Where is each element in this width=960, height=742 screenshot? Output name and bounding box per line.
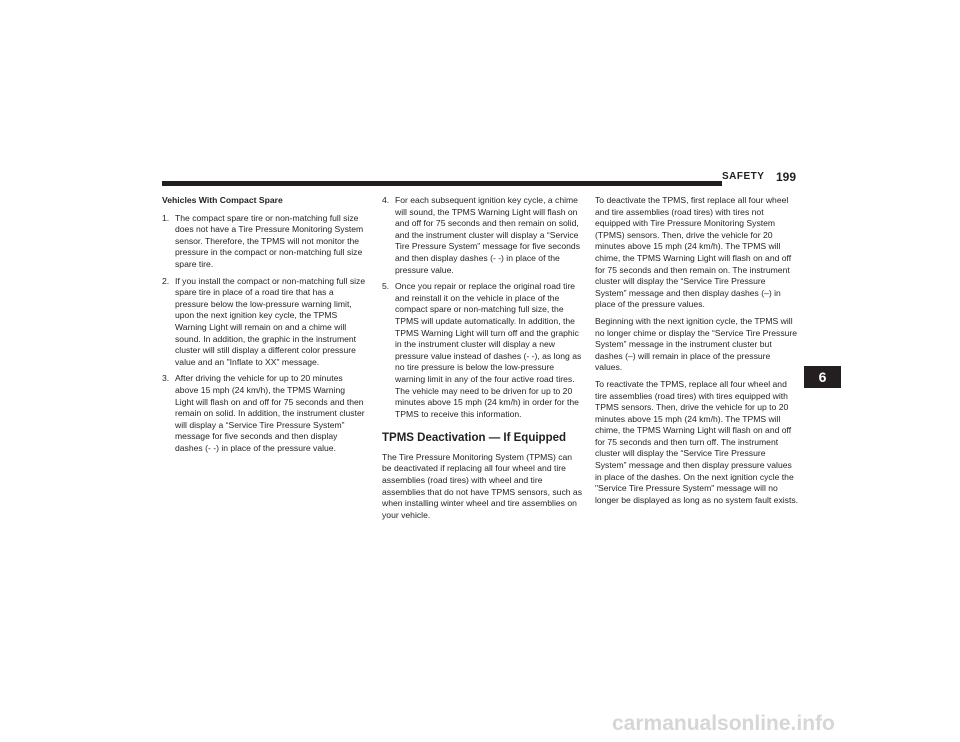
subheading: Vehicles With Compact Spare [162,195,283,205]
item-number: 3. [162,373,170,384]
item-number: 4. [382,195,390,205]
numbered-list [162,213,366,455]
item-number: 5. [382,281,390,292]
column-right [595,195,799,511]
paragraph: Beginning with the next ignition cycle, the TPMS will no longer chime or display the “Service Tire Pressure System” message in the instrument cluster but dashes (–) will remain in place of the pressure values. [595,315,798,373]
chapter-tab: 6 [804,366,841,388]
item-number: 2. [162,275,170,286]
column-middle [382,195,582,526]
list-item [162,373,366,454]
item-number: 1. [162,212,170,223]
item-text: If you install the compact or non-matching full size spare tire in place of a road tire that has a pressure below the low-pressure warning limit, upon the next ignition key cycle, the TPMS Warning Light will remain on and a chime will sound. In addition, the graphic in the instrument cluster will still display a different color pressure value and an "Inflate to XX" message. [175,275,366,367]
paragraph: The Tire Pressure Monitoring System (TPMS) can be deactivated if replacing all four wheel and tire assemblies (road tires) with wheel and tire assemblies that do not have TPMS sensors, such as when installing winter wheel and tire assemblies on your vehicle. [382,451,582,520]
section-heading: TPMS Deactivation — If Equipped [382,432,567,445]
item-text: For each subsequent ignition key cycle, a chime will sound, the TPMS Warning Light will flash on and off for 75 seconds and then remain on solid, and the instrument cluster will display a “Service Tire Pressure System” message for five seconds and then display dashes (- -) in place of the pressure value. [395,195,580,275]
header-rule [162,181,722,186]
list-item [382,195,582,276]
watermark-text: carmanualsonline.info [612,712,835,735]
item-text: Once you repair or replace the original road tire and reinstall it on the vehicle in place of the compact spare or non-matching full size, the TPMS will update automatically. In addition, the TPMS Warning Light will turn off and the graphic in the instrument cluster will display a new pressure value instead of dashes (- -), as long as no tire pressure is below the low-pressure warning limit in any of the four active road tires. The vehicle may need to be driven for up to 20 minutes above 15 mph (24 km/h) in order for the TPMS to receive this information. [395,281,582,419]
column-left [162,195,366,459]
section-title: SAFETY [722,171,765,182]
list-item [162,213,366,271]
list-item [162,276,366,369]
paragraph: To deactivate the TPMS, first replace all four wheel and tire assemblies (road tires) with tires not equipped with Tire Pressure Monitoring System (TPMS) sensors. Then, drive the vehicle for 20 minutes above 15 mph (24 km/h). The TPMS will chime, the TPMS Warning Light will flash on and off for 75 seconds and then remain on. The instrument cluster will display the “Service Tire Pressure System” message and then display dashes (–) in place of the pressure values. [595,195,792,310]
paragraph: To reactivate the TPMS, replace all four wheel and tire assemblies (road tires) with tires equipped with TPMS sensors. Then, drive the vehicle for up to 20 minutes above 15 mph (24 km/h). The TPMS will chime, the TPMS Warning Light will flash on and off for 75 seconds and then turn off. The instrument cluster will display the “Service Tire Pressure System” message and then display pressure values in place of the dashes. On the next ignition cycle the "Service Tire Pressure System" message will no longer be displayed as long as no system fault exists. [595,378,799,505]
page-number: 199 [776,170,797,184]
list-item [382,281,582,420]
numbered-list [382,195,582,420]
item-text: After driving the vehicle for up to 20 minutes above 15 mph (24 km/h), the TPMS Warning Light will flash on and off for 75 seconds and then remain on solid. In addition, the instrument cluster will display a “Service Tire Pressure System” message for five seconds and then display dashes (- -) in place of the pressure value. [175,373,365,453]
item-text: The compact spare tire or non-matching full size does not have a Tire Pressure Monitoring System sensor. Therefore, the TPMS will not monitor the pressure in the compact or non-matching full size spare tire. [175,212,364,269]
